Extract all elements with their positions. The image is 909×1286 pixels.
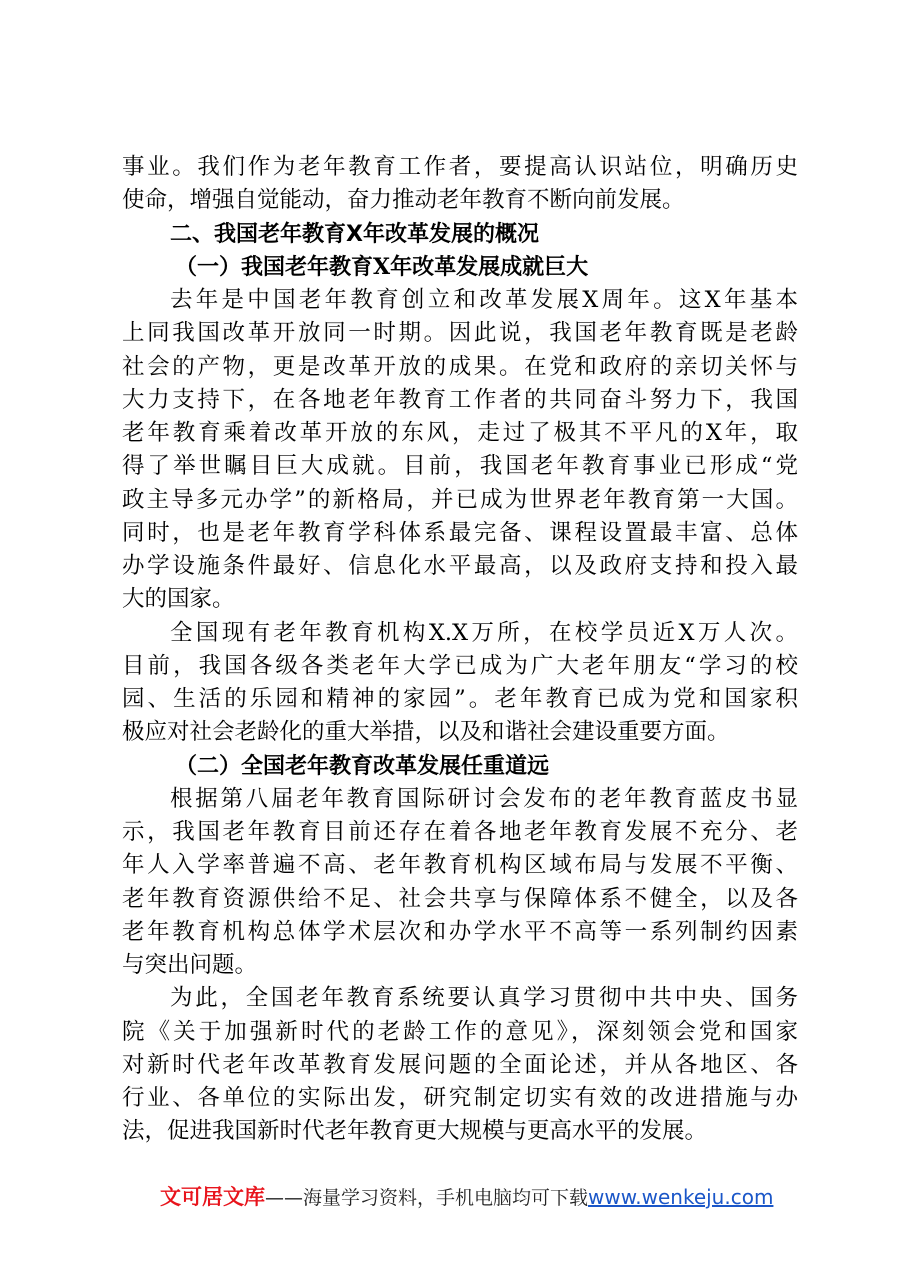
paragraph-line: 上同我国改革开放同一时期。因此说，我国老年教育既是老龄 [122,320,798,346]
paragraph-line: 全国现有老年教育机构X.X万所，在校学员近X万人次。 [170,620,798,646]
paragraph-line: 事业。我们作为老年教育工作者，要提高认识站位，明确历史 [122,154,798,180]
subsection-heading: （一）我国老年教育X年改革发展成就巨大 [175,254,589,280]
paragraph-line: 大力支持下，在各地老年教育工作者的共同奋斗努力下，我国 [122,387,798,413]
paragraph-line: 老年教育乘着改革开放的东风，走过了极其不平凡的X年，取 [122,420,798,446]
paragraph-line: 办学设施条件最好、信息化水平最高，以及政府支持和投入最 [122,553,798,579]
paragraph-line: 根据第八届老年教育国际研讨会发布的老年教育蓝皮书显 [170,786,798,812]
section-heading: 二、我国老年教育X年改革发展的概况 [170,222,539,247]
footer-banner [160,1182,773,1212]
paragraph-line: 院《关于加强新时代的老龄工作的意见》，深刻领会党和国家 [122,1019,798,1045]
paragraph-line: 政主导多元办学”的新格局，并已成为世界老年教育第一大国。 [122,487,798,513]
paragraph-line: 同时，也是老年教育学科体系最完备、课程设置最丰富、总体 [122,520,798,546]
paragraph-line: 为此，全国老年教育系统要认真学习贯彻中共中央、国务 [170,985,798,1011]
paragraph-line: 去年是中国老年教育创立和改革发展X周年。这X年基本 [170,287,798,313]
paragraph-line: 大的国家。 [122,586,235,612]
footer-link[interactable]: www.wenkeju.com [588,1185,774,1209]
paragraph-line: 与突出问题。 [122,952,258,978]
paragraph-line: 使命，增强自觉能动，奋力推动老年教育不断向前发展。 [122,187,685,213]
paragraph-line: 社会的产物，更是改革开放的成果。在党和政府的亲切关怀与 [122,354,798,380]
paragraph-line: 目前，我国各级各类老年大学已成为广大老年朋友“学习的校 [122,653,798,679]
paragraph-line: 示，我国老年教育目前还存在着各地老年教育发展不充分、老 [122,819,798,845]
subsection-heading: （二）全国老年教育改革发展任重道远 [175,753,550,779]
paragraph-line: 对新时代老年改革教育发展问题的全面论述，并从各地区、各 [122,1052,798,1078]
paragraph-line: 老年教育机构总体学术层次和办学水平不高等一系列制约因素 [122,919,798,945]
paragraph-line: 行业、各单位的实际出发，研究制定切实有效的改进措施与办 [122,1085,798,1111]
footer-slogan: ——海量学习资料，手机电脑均可下载 [265,1187,589,1209]
paragraph-line: 老年教育资源供给不足、社会共享与保障体系不健全，以及各 [122,886,798,912]
paragraph-line: 法，促进我国新时代老年教育更大规模与更高水平的发展。 [122,1118,708,1144]
paragraph-line: 得了举世瞩目巨大成就。目前，我国老年教育事业已形成“党 [122,453,798,479]
footer-brand[interactable]: 文可居文库 [160,1185,265,1209]
paragraph-line: 年人入学率普遍不高、老年教育机构区域布局与发展不平衡、 [122,852,798,878]
paragraph-line: 园、生活的乐园和精神的家园”。老年教育已成为党和国家积 [122,686,798,712]
paragraph-line: 极应对社会老龄化的重大举措，以及和谐社会建设重要方面。 [122,719,730,745]
